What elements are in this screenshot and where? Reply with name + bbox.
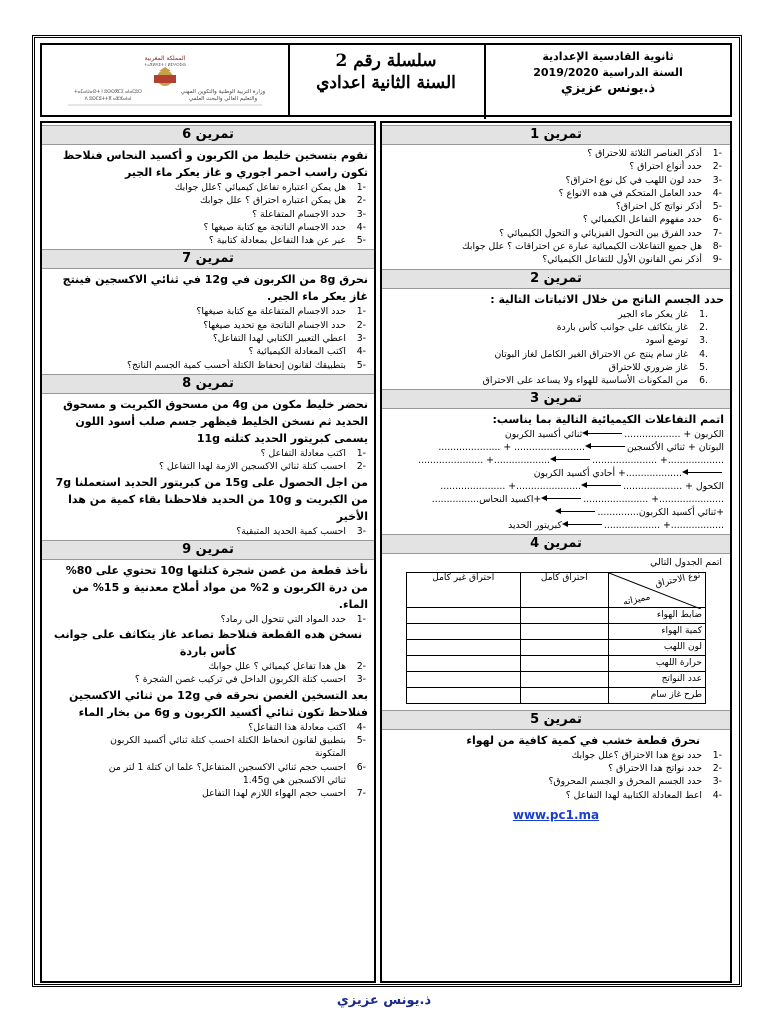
svg-text:ⴷ ⵓⵙⵎⵓⵜⵜⴳ ⴰⵣⵣⴰⵏⴰⵏ: ⴷ ⵓⵙⵎⵓⵜⵜⴳ ⴰⵣⵣⴰⵏⴰⵏ xyxy=(84,97,132,102)
table-cell-empty[interactable] xyxy=(520,607,608,623)
reaction-line xyxy=(382,441,730,454)
table-cell-empty[interactable] xyxy=(407,655,521,671)
table-cell-empty[interactable] xyxy=(407,623,521,639)
left-column xyxy=(40,121,376,983)
exercise-8-questions xyxy=(42,447,374,474)
corner-bottom-label: مميزاته xyxy=(622,591,652,608)
question-item xyxy=(42,305,374,318)
question-number: -1 xyxy=(712,148,722,159)
question-number: -7 xyxy=(712,227,722,239)
question-item xyxy=(42,774,374,787)
question-text: حدد الاجسام المتفاعلة ؟ xyxy=(252,208,346,220)
question-text: هل يمكن اعتباره تفاعل كيميائي ؟علل جوابك xyxy=(174,182,346,193)
table-cell-empty[interactable] xyxy=(407,607,521,623)
question-item xyxy=(42,721,374,734)
right-column xyxy=(380,121,732,983)
question-text: حدد الاجسام المتفاعلة مع كتابة صيغها؟ xyxy=(196,306,346,318)
table-cell-empty[interactable] xyxy=(407,671,521,687)
question-text: حدد أنواع احتراق ؟ xyxy=(629,161,702,173)
website-link[interactable]: www.pc1.ma xyxy=(512,807,600,822)
exercise-9-questions-3 xyxy=(42,721,374,801)
question-item xyxy=(42,447,374,460)
reaction-arrow-icon xyxy=(543,498,581,499)
question-text: اكتب المعادلة الكيميائية ؟ xyxy=(248,346,346,358)
header xyxy=(40,43,732,117)
reaction-products: ......................+ ...................... xyxy=(440,481,582,493)
question-item xyxy=(382,213,730,226)
reaction-line xyxy=(382,428,730,441)
exercise-8-intro: نحضر خليط مكون من 4g من مسحوق الكبريت و مسحوق الحديد ثم نسخن الخليط فيظهر جسم صلب أسود اللون يسمى كبريتور الحديد كتلته 11g xyxy=(63,397,368,445)
corner-top-label: نوع الاحتراق xyxy=(654,570,702,590)
question-item xyxy=(42,761,374,774)
question-text: توضع أسود xyxy=(645,335,688,347)
reaction-reactants: +ثنائي أكسيد الكربون.............. xyxy=(597,507,724,519)
question-number: -9 xyxy=(712,254,722,266)
question-text: اعط المعادلة الكتابية لهدا التفاعل ؟ xyxy=(565,789,702,801)
footer-author: ذ.يونس عزيزي xyxy=(336,993,432,1008)
reaction-line xyxy=(382,506,730,519)
reaction-arrow-icon xyxy=(684,472,722,473)
question-number: -3 xyxy=(356,208,366,220)
question-item xyxy=(382,253,730,266)
reaction-arrow-icon xyxy=(557,511,595,512)
table-row xyxy=(407,639,706,655)
question-number: -1 xyxy=(356,306,366,318)
series-title xyxy=(286,45,486,115)
row-label: كمية الهواء xyxy=(609,623,706,639)
exercise-9-questions-2 xyxy=(42,660,374,687)
exercise-8-mid: من اجل الحصول على 15g من كبريتور الحديد استعملنا 7g من الكبريت و 10g من الحديد فلاحظنا بقاء كمية من هدا الأخير xyxy=(55,475,368,523)
question-text: اكتب معادلة التفاعل ؟ xyxy=(260,447,346,459)
reaction-reactants: ......................+ ...................... xyxy=(583,494,724,506)
question-number: -3 xyxy=(712,174,722,186)
question-text: حدد الاجسام الناتجة مع كتابة صيغها ؟ xyxy=(203,221,346,233)
exercise-9-intro: نأخذ قطعة من غصن شجرة كتلتها 10g تحتوي على 80% من درة الكربون و 2% من مواد أملاح معدنية و 15% من الماء. xyxy=(65,563,368,611)
table-row xyxy=(407,623,706,639)
reaction-arrow-icon xyxy=(583,485,621,486)
question-text: بتطبيقك لقانون إنحفاظ الكتلة أحسب كمية الجسم الناتج؟ xyxy=(127,359,346,371)
question-text: حدد مفهوم التفاعل الكيميائي ؟ xyxy=(582,214,702,226)
question-text: عبر عن هدا التفاعل بمعادلة كتابية ؟ xyxy=(208,235,346,247)
reaction-products: كبريتور الحديد xyxy=(508,520,562,532)
question-number: -4 xyxy=(356,221,366,233)
question-text: أذكر نواتج كل احتراق؟ xyxy=(615,201,702,213)
exercise-8-question-3: -3احسب كمية الحديد المتبقية؟ xyxy=(236,525,366,537)
question-text: احسب كتلة ثنائي الاكسجين الازمة لهدا التفاعل ؟ xyxy=(159,461,346,473)
question-item xyxy=(382,789,730,802)
question-item xyxy=(42,673,374,686)
exercise-6-questions xyxy=(42,181,374,247)
question-number: -4 xyxy=(712,789,722,801)
question-number: -5 xyxy=(712,201,722,213)
question-text: هل هدا تفاعل كيميائي ؟ علل جوابك xyxy=(208,661,346,673)
exercise-9-title: تمرين 9 xyxy=(42,540,374,560)
reaction-line xyxy=(382,493,730,506)
question-item xyxy=(42,332,374,345)
exercise-4-title: تمرين 4 xyxy=(382,534,730,554)
row-label: ضابط الهواء xyxy=(609,607,706,623)
exercise-1-questions xyxy=(382,147,730,267)
svg-text:ⵜⴰⵎⴰⵡⴰⵙⵜ ⵏ ⵓⵙⵙⴳⵎⵉ ⴰⵏⴰⵎⵓⵔ: ⵜⴰⵎⴰⵡⴰⵙⵜ ⵏ ⵓⵙⵙⴳⵎⵉ ⴰⵏⴰⵎⵓⵔ xyxy=(74,90,142,95)
table-cell-empty[interactable] xyxy=(520,639,608,655)
reaction-line xyxy=(382,480,730,493)
ministry-logo xyxy=(48,51,282,109)
question-text: هل جميع التفاعلات الكيميائية عبارة عن احتراقات ؟ علل جوابك xyxy=(462,241,702,253)
table-cell-empty[interactable] xyxy=(407,639,521,655)
question-item xyxy=(382,348,716,361)
table-cell-empty[interactable] xyxy=(520,671,608,687)
exercise-8-title: تمرين 8 xyxy=(42,374,374,394)
question-item xyxy=(382,361,716,374)
question-number: -1 xyxy=(712,749,722,761)
reaction-line xyxy=(382,519,730,532)
question-item xyxy=(382,160,730,173)
exercise-6-intro: نقوم بتسخين خليط من الكربون و أكسيد النحاس فنلاحظ تكون راسب احمر اجوري و غاز يعكر ماء الجير xyxy=(62,149,368,179)
question-item xyxy=(382,775,730,788)
table-cell-empty[interactable] xyxy=(520,655,608,671)
col-header-incomplete: احتراق غير كامل xyxy=(407,572,521,607)
question-text: أذكر العناصر الثلاثة للاحتراق ؟ xyxy=(587,148,702,159)
table-row xyxy=(407,607,706,623)
question-number: .5 xyxy=(699,361,708,373)
question-number: -6 xyxy=(712,214,722,226)
question-number: .1 xyxy=(699,308,708,320)
row-label: طرح غاز سام xyxy=(609,687,706,703)
table-row xyxy=(407,687,706,703)
table-corner-cell xyxy=(609,572,706,607)
question-text: ثنائي الاكسجين هي 1.45g xyxy=(242,774,346,786)
reaction-reactants: ...................+ ...................... xyxy=(592,455,724,467)
question-item xyxy=(382,240,730,253)
svg-text:ⵜⴰⴳⵍⴷⵉⵜ ⵏ ⵍⵎⵖⵔⵉⴱ: ⵜⴰⴳⵍⴷⵉⵜ ⵏ ⵍⵎⵖⵔⵉⴱ xyxy=(144,62,186,67)
exercise-7-questions xyxy=(42,305,374,371)
exercise-5-questions xyxy=(382,749,730,802)
exercise-2-questions xyxy=(382,308,730,388)
exercise-9-mid-2: بعد التسخين الغصن نحرقه في 12g من ثنائي الاكسجين فنلاحظ تكون ثنائي أكسيد الكربون و 6g من بخار الماء xyxy=(69,688,368,719)
question-item xyxy=(382,227,730,240)
question-number: -4 xyxy=(356,721,366,733)
exercise-9-question-1: -1حدد المواد التي تتحول الى رماد؟ xyxy=(220,613,366,625)
question-text: حدد لون اللهب في كل نوع احتراق؟ xyxy=(565,174,702,186)
question-item xyxy=(42,234,374,247)
question-text: اعطي التعبير الكتابي لهدا التفاعل؟ xyxy=(212,333,346,345)
question-number: -8 xyxy=(712,241,722,253)
question-item xyxy=(42,734,374,747)
reaction-products: ثنائي أكسيد الكربون xyxy=(504,429,583,441)
question-text: حدد الفرق بين التحول الفيزيائي و التحول الكيميائي ؟ xyxy=(499,227,702,239)
question-item xyxy=(42,787,374,800)
question-text: غاز يعكر ماء الجير xyxy=(618,308,688,320)
question-number: -3 xyxy=(356,333,366,345)
question-number: -2 xyxy=(712,763,722,775)
col-header-complete: احتراق كامل xyxy=(520,572,608,607)
question-number: -4 xyxy=(356,346,366,358)
svg-text:وزارة التربية الوطنية والتكوين: وزارة التربية الوطنية والتكوين المهني xyxy=(180,89,266,95)
reaction-products: ...................+ أحادي أكسيد الكربون xyxy=(533,468,682,480)
question-number: .3 xyxy=(699,335,708,347)
exercise-5-title: تمرين 5 xyxy=(382,710,730,730)
exercise-2-title: تمرين 2 xyxy=(382,269,730,289)
reaction-reactants: ..................+ ................... xyxy=(603,520,724,532)
exercise-6-title: تمرين 6 xyxy=(42,125,374,145)
grade-level: السنة الثانية اعدادي xyxy=(316,73,456,93)
question-item xyxy=(382,187,730,200)
question-text: هل يمكن اعتباره احتراق ؟ علل جوابك xyxy=(200,195,346,207)
school-year: السنة الدراسية 2019/2020 xyxy=(533,66,683,79)
exercise-2-intro: حدد الجسم الناتج من خلال الاثباتات التالية : xyxy=(490,292,724,306)
school-name: ثانوية القادسية الإعدادية xyxy=(542,50,674,63)
ministry-logo-box xyxy=(42,45,290,115)
reaction-arrow-icon xyxy=(564,524,602,525)
question-item xyxy=(382,334,716,347)
question-text: اكتب معادلة هذا التفاعل؟ xyxy=(248,721,346,733)
question-number: -3 xyxy=(356,674,366,686)
question-text: المتكونة xyxy=(314,748,346,760)
question-text: غاز سام ينتج عن الاحتراق الغير الكامل لغاز البوتان xyxy=(494,348,688,360)
exercise-5-intro: نحرق قطعة خشب في كمية كافية من لهواء xyxy=(466,733,700,747)
series-number: سلسلة رقم 2 xyxy=(335,51,437,71)
question-text: حدد العامل المتحكم في هده الانواع ؟ xyxy=(558,187,702,199)
question-item xyxy=(382,174,730,187)
table-cell-empty[interactable] xyxy=(407,687,521,703)
question-number: -6 xyxy=(356,761,366,773)
row-label: عدد النواتج xyxy=(609,671,706,687)
question-text: غاز ضروري للاحتراق xyxy=(608,361,688,373)
exercise-7-intro: نحرق 8g من الكربون في 12g في ثنائي الاكسجين فينتج غاز يعكر ماء الجير. xyxy=(62,273,368,304)
question-item xyxy=(382,374,716,387)
question-item xyxy=(382,308,716,321)
exercise-7-title: تمرين 7 xyxy=(42,249,374,269)
reaction-products: ...................+ ...................... xyxy=(418,455,551,467)
question-number: .6 xyxy=(699,375,708,387)
question-text: حدد نوع هدا الاحتراق ؟علل جوابك xyxy=(571,749,702,761)
question-text: من المكونات الأساسية للهواء ولا يساعد على الاحتراق xyxy=(482,375,688,387)
question-item xyxy=(42,221,374,234)
reaction-products: +اكسيد النحاس................ xyxy=(431,494,542,506)
reaction-arrow-icon xyxy=(584,433,622,434)
question-number: -2 xyxy=(356,319,366,331)
reaction-reactants: الكحول + .................... xyxy=(623,481,724,493)
combustion-table xyxy=(406,572,706,704)
question-item xyxy=(382,762,730,775)
row-label: لون اللهب xyxy=(609,639,706,655)
question-item xyxy=(382,321,716,334)
svg-text:المملكة المغربية: المملكة المغربية xyxy=(144,55,186,62)
question-text: حدد الجسم المحرق و الجسم المحروق؟ xyxy=(548,776,702,788)
question-item xyxy=(42,208,374,221)
exercise-3-title: تمرين 3 xyxy=(382,389,730,409)
question-number: -2 xyxy=(356,461,366,473)
question-item xyxy=(42,345,374,358)
question-item xyxy=(42,747,374,760)
reaction-arrow-icon xyxy=(587,446,625,447)
question-number: .2 xyxy=(699,321,708,333)
exercise-4-intro: اتمم الجدول التالي xyxy=(650,557,722,569)
table-row xyxy=(407,671,706,687)
question-item xyxy=(42,319,374,332)
question-item xyxy=(42,181,374,194)
svg-text:والتعليم العالي والبحث العلمي: والتعليم العالي والبحث العلمي xyxy=(188,96,258,102)
table-cell-empty[interactable] xyxy=(520,687,608,703)
question-text: احسب كتلة الكربون الداخل في تركيب غصن الشجرة ؟ xyxy=(134,674,346,686)
question-text: أذكر نص القانون الأول للتفاعل الكيميائي؟ xyxy=(542,254,702,266)
question-number: -5 xyxy=(356,735,366,747)
question-number: -2 xyxy=(356,195,366,207)
table-row xyxy=(407,655,706,671)
question-item xyxy=(42,460,374,473)
question-text: حدد نواتج هدا الاحتراق ؟ xyxy=(608,763,702,775)
question-text: غاز يتكاثف على جوانب كأس باردة xyxy=(556,321,688,333)
question-number: -2 xyxy=(356,661,366,673)
question-number: -2 xyxy=(712,161,722,173)
reaction-products: ........................ + ..................... xyxy=(438,442,586,454)
reaction-line xyxy=(382,454,730,467)
row-label: حرارة اللهب xyxy=(609,655,706,671)
exercise-9-mid-1: نسخن هده القطعة فنلاحظ تصاعد غاز يتكاثف على جوانب كأس باردة xyxy=(53,628,363,659)
question-number: .4 xyxy=(699,348,708,360)
school-info xyxy=(484,45,730,119)
question-text: بتطبيق لقانون انحفاظ الكتلة احسب كتلة ثنائي أكسيد الكربون xyxy=(110,735,346,747)
question-number: -3 xyxy=(712,776,722,788)
question-number: -1 xyxy=(356,447,366,459)
question-item xyxy=(42,194,374,207)
reaction-line xyxy=(382,467,730,480)
question-number: -1 xyxy=(356,182,366,193)
question-text: حدد الاجسام الناتجة مع تحديد صيغها؟ xyxy=(203,319,346,331)
question-number: -5 xyxy=(356,359,366,371)
question-item xyxy=(42,660,374,673)
question-item xyxy=(382,749,730,762)
table-cell-empty[interactable] xyxy=(520,623,608,639)
exercise-3-intro: اتمم التفاعلات الكيميائية التالية بما يناسب: xyxy=(492,413,724,427)
teacher-name: ذ.يونس عزيزي xyxy=(560,81,656,96)
question-text: احسب حجم الهواء اللازم لهدا التفاعل xyxy=(201,788,346,800)
reaction-reactants: الكربون + ................... xyxy=(624,429,724,441)
question-item xyxy=(42,359,374,372)
exercise-1-title: تمرين 1 xyxy=(382,125,730,145)
question-item xyxy=(382,200,730,213)
reaction-reactants: البوتان + ثنائي الأكسجين xyxy=(627,442,724,454)
question-item xyxy=(382,147,730,160)
exercise-3-reactions xyxy=(382,428,730,532)
question-number: -4 xyxy=(712,187,722,199)
question-number: -5 xyxy=(356,235,366,247)
question-number: -7 xyxy=(356,788,366,800)
question-text: احسب حجم ثنائي الاكسجين المتفاعل؟ علما ان كتلة 1 لتر من xyxy=(108,761,346,773)
reaction-arrow-icon xyxy=(552,459,590,460)
